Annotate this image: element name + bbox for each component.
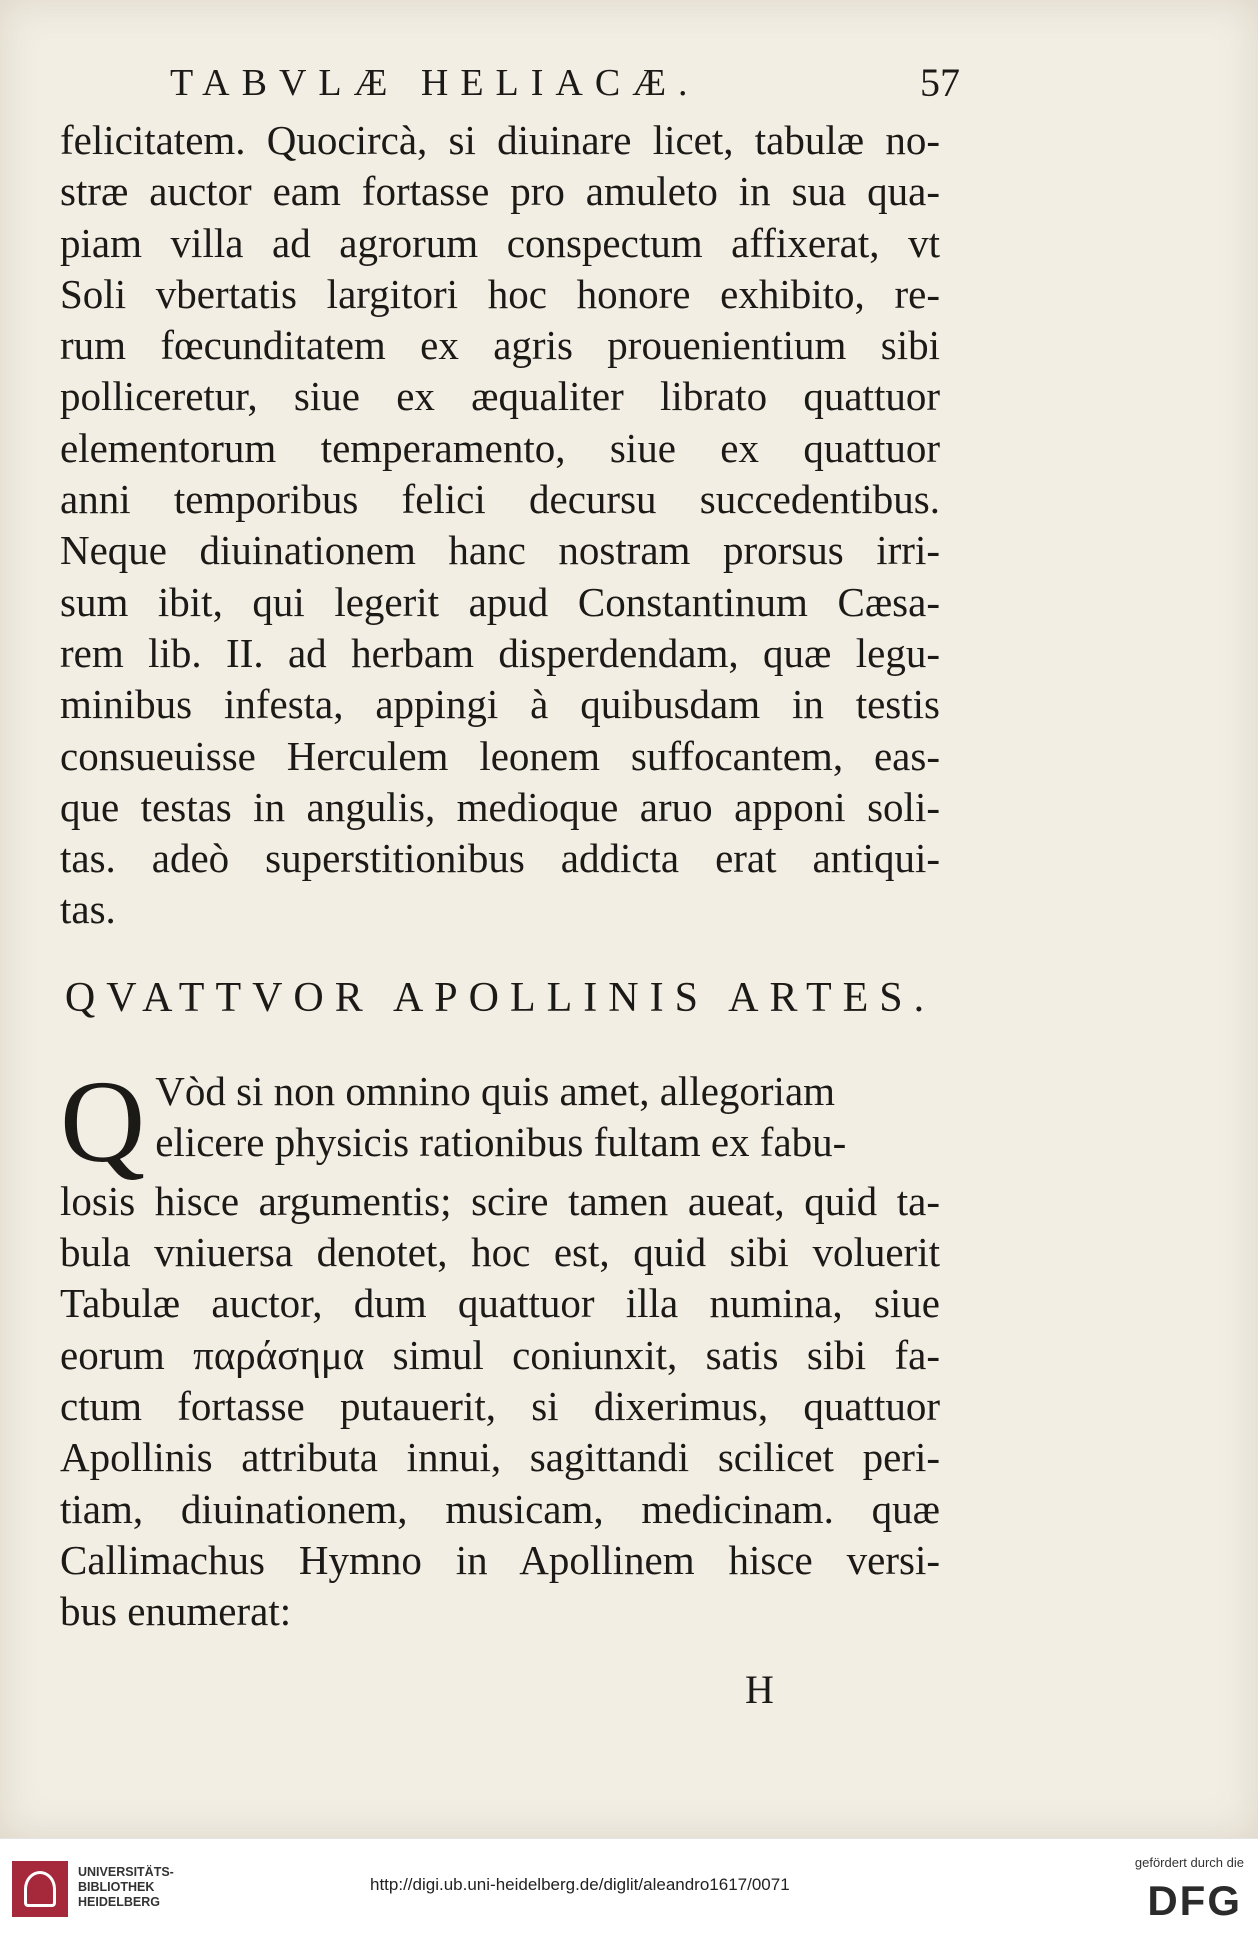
text-line: Soli vbertatis largitori hoc honore exhibito, re-: [60, 270, 940, 317]
text-line: tas. adeò superstitionibus addicta erat antiqui-: [60, 835, 940, 882]
dfg-logo[interactable]: DFG: [1147, 1877, 1242, 1924]
text-line: anni temporibus felici decursu succedentibus.: [60, 476, 940, 523]
text-line: polliceretur, siue ex æqualiter librato quattuor: [60, 373, 940, 420]
text-line: bus enumerat:: [60, 1588, 292, 1635]
viewer-footer: [0, 1838, 1258, 1933]
library-name[interactable]: [78, 1865, 174, 1910]
paragraph-1: [60, 115, 940, 936]
library-name-line: HEIDELBERG: [78, 1895, 160, 1909]
page-body: [60, 55, 960, 1637]
text-line: Neque diuinationem hanc nostram prorsus irri-: [60, 527, 940, 574]
text-line: rum fœcunditatem ex agris prouenientium sibi: [60, 322, 940, 369]
text-line: piam villa ad agrorum conspectum affixerat, vt: [60, 219, 940, 266]
text-line: elicere physicis rationibus fultam ex fabu-: [155, 1119, 847, 1166]
text-line: tas.: [60, 886, 116, 933]
text-line: Tabulæ auctor, dum quattuor illa numina, siue: [60, 1280, 940, 1327]
permalink-url[interactable]: http://digi.ub.uni-heidelberg.de/diglit/aleandro1617/0071: [370, 1875, 790, 1894]
text-line: losis hisce argumentis; scire tamen aueat, quid ta-: [60, 1177, 940, 1224]
drop-cap: Q: [60, 1055, 146, 1187]
library-logo-icon[interactable]: [12, 1861, 68, 1917]
library-name-line: UNIVERSITÄTS-: [78, 1865, 174, 1879]
library-name-line: BIBLIOTHEK: [78, 1880, 155, 1894]
paragraph-2: [60, 1055, 940, 1638]
text-line: que testas in angulis, medioque aruo apponi soli-: [60, 783, 940, 830]
running-head: [60, 55, 960, 115]
text-line: felicitatem. Quocircà, si diuinare licet, tabulæ no-: [60, 117, 940, 163]
text-line: minibus infesta, appingi à quibusdam in testis: [60, 681, 940, 728]
catchword: H: [745, 1667, 774, 1712]
running-title: TABVLÆ HELIACÆ.: [170, 62, 700, 104]
text-line: consueuisse Herculem leonem suffocantem, eas-: [60, 732, 940, 779]
text-line: elementorum temperamento, siue ex quattuor: [60, 424, 940, 471]
text-line: tiam, diuinationem, musicam, medicinam. quæ: [60, 1485, 940, 1532]
page-number: 57: [920, 60, 960, 105]
text-line: Callimachus Hymno in Apollinem hisce versi-: [60, 1536, 940, 1583]
text-line: bula vniuersa denotet, hoc est, quid sibi voluerit: [60, 1229, 940, 1276]
funding-note: gefördert durch die: [1134, 1855, 1244, 1870]
text-line: stræ auctor eam fortasse pro amuleto in sua qua-: [60, 168, 940, 215]
text-line: Vòd si non omnino quis amet, allegoriam: [155, 1067, 836, 1114]
text-line: Apollinis attributa innui, sagittandi scilicet peri-: [60, 1434, 940, 1481]
text-line: sum ibit, qui legerit apud Constantinum Cæsa-: [60, 578, 940, 625]
text-line: ctum fortasse putauerit, si dixerimus, quattuor: [60, 1382, 940, 1429]
section-heading: QVATTVOR APOLLINIS ARTES.: [64, 974, 936, 1021]
text-line: rem lib. II. ad herbam disperdendam, quæ legu-: [60, 629, 940, 676]
text-line: eorum παράσημα simul coniunxit, satis sibi fa-: [60, 1331, 940, 1378]
